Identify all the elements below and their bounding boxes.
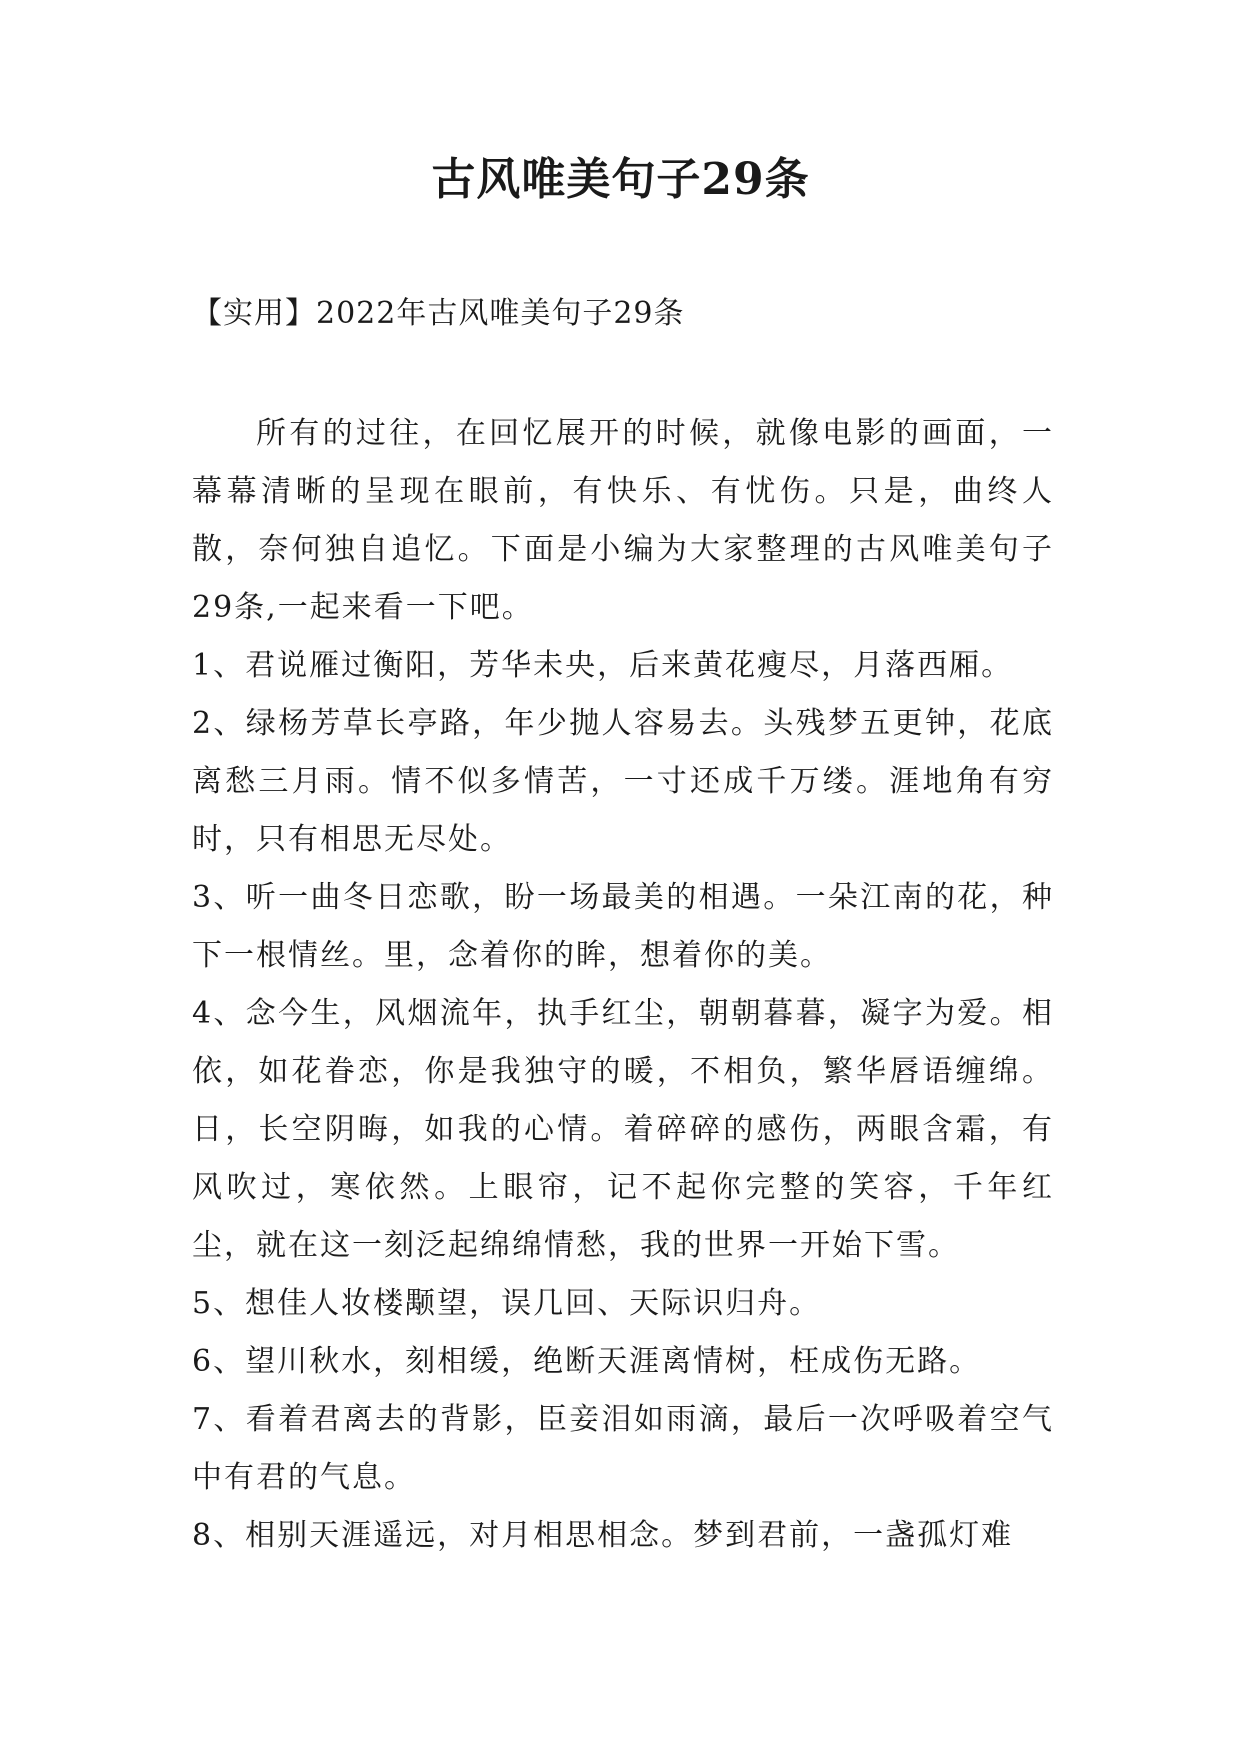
sentence-item-7: 7、看着君离去的背影，臣妾泪如雨滴，最后一次呼吸着空气中有君的气息。 xyxy=(192,1402,1054,1495)
document-body xyxy=(192,405,1054,1565)
sentence-item-2: 2、绿杨芳草长亭路，年少抛人容易去。头残梦五更钟，花底离愁三月雨。情不似多情苦，一寸还成千万缕。涯地角有穷时，只有相思无尽处。 xyxy=(192,706,1054,857)
sentence-item-3: 3、听一曲冬日恋歌，盼一场最美的相遇。一朵江南的花，种下一根情丝。里，念着你的眸，想着你的美。 xyxy=(192,880,1054,973)
sentence-item-6: 6、望川秋水，刻相缓，绝断天涯离情树，枉成伤无路。 xyxy=(192,1344,982,1379)
document-subtitle: 【实用】2022年古风唯美句子29条 xyxy=(192,296,685,331)
sentence-item-1: 1、君说雁过衡阳，芳华未央，后来黄花瘦尽，月落西厢。 xyxy=(192,648,1014,683)
document-title: 古风唯美句子29条 xyxy=(431,154,810,205)
intro-paragraph: 所有的过往，在回忆展开的时候，就像电影的画面，一幕幕清晰的呈现在眼前，有快乐、有忧伤。只是，曲终人散，奈何独自追忆。下面是小编为大家整理的古风唯美句子29条,一起来看一下吧。 xyxy=(192,416,1054,625)
sentence-item-4: 4、念今生，风烟流年，执手红尘，朝朝暮暮，凝字为爱。相依，如花眷恋，你是我独守的暖，不相负，繁华唇语缠绵。日，长空阴晦，如我的心情。着碎碎的感伤，两眼含霜，有风吹过，寒依然。上眼帘，记不起你完整的笑容，千年红尘，就在这一刻泛起绵绵情愁，我的世界一开始下雪。 xyxy=(192,996,1054,1263)
sentence-item-8: 8、相别天涯遥远，对月相思相念。梦到君前，一盏孤灯难 xyxy=(192,1518,1014,1553)
sentence-item-5: 5、想佳人妆楼颙望，误几回、天际识归舟。 xyxy=(192,1286,822,1321)
